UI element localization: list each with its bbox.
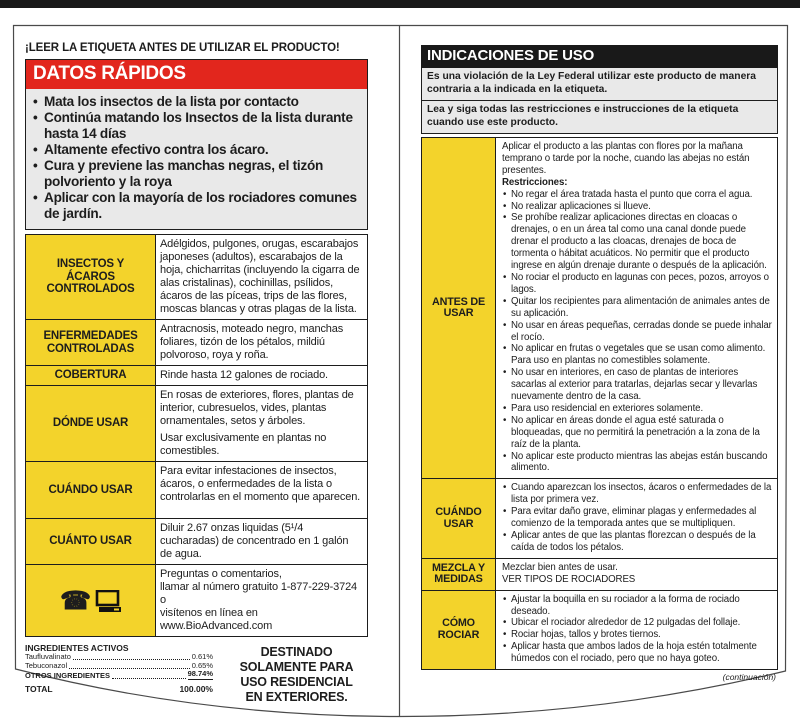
bullet-item: • Mata los insectos de la lista por contacto <box>31 94 362 110</box>
row-text <box>156 386 367 461</box>
table-row <box>26 461 367 518</box>
ingredient-value: 0.61% <box>191 652 213 661</box>
leader-dots <box>112 678 186 679</box>
continuation-note: (continuación) <box>722 672 776 683</box>
bullet-item: • No rociar el producto en lagunas con peces, pozos, arroyos o lagos. <box>502 272 773 296</box>
section-content <box>496 591 777 669</box>
row-label-when: CUÁNDO USAR <box>26 462 156 518</box>
bullet-item: • Quitar los recipientes para alimentación de animales antes de su aplicación. <box>502 296 773 320</box>
table-row <box>26 365 367 385</box>
row-label-insects: INSECTOS Y ÁCAROS CONTROLADOS <box>26 235 156 319</box>
bullet-item: • Aplicar hasta que ambos lados de la hoja estén totalmente húmedos con el rociado, pero que no haya goteo. <box>502 641 773 665</box>
contact-icons-cell <box>26 565 156 636</box>
row-text: Rinde hasta 12 galones de rociado. <box>160 369 328 381</box>
section-content <box>496 479 777 557</box>
row-text: Adélgidos, pulgones, orugas, escarabajos japoneses (adultos), escarabajos de la hoja, chicharritas (incluyendo la cigarra de alas cristalinas), cochinillas, psílidos, ácaros de las píceas, trips de las flores, moscas blancas y otras plagas de la lista. <box>160 238 360 315</box>
mixing-line: Mezclar bien antes de usar. <box>502 561 618 573</box>
bullet-item: • Ubicar el rociador alrededor de 12 pulgadas del follaje. <box>502 617 773 629</box>
ingredient-value: 98.74% <box>187 669 213 678</box>
section-label-how-spray: CÓMO ROCIAR <box>422 591 496 669</box>
quick-facts-title: DATOS RÁPIDOS <box>26 60 367 89</box>
restrictions-subhead: Restricciones: <box>502 176 568 188</box>
bullet-item: • Ajustar la boquilla en su rociador a la forma de rociado deseado. <box>502 594 773 618</box>
row-text: Antracnosis, moteado negro, manchas foliares, tizón de los pétalos, mildiú polvoroso, roya y roña. <box>160 323 344 361</box>
table-row-contact <box>26 564 367 636</box>
section-row-how-spray <box>422 590 777 669</box>
ingredient-row <box>25 662 213 671</box>
contact-text <box>156 565 367 636</box>
section-label-mixing: MEZCLA Y MEDIDAS <box>422 559 496 590</box>
row-label-diseases: ENFERMEDADES CONTROLADAS <box>26 320 156 365</box>
bullet-item: • No usar en áreas pequeñas, cerradas donde se puede inhalar el rocío. <box>502 320 773 344</box>
quick-facts-box <box>25 59 368 230</box>
before-use-intro: Aplicar el producto a las plantas con flores por la mañana temprano o tarde por la noche, cuando las abejas no están presentes. <box>502 141 750 176</box>
contact-line: Preguntas o comentarios, <box>160 568 282 580</box>
table-row <box>26 518 367 564</box>
section-row-mixing <box>422 558 777 590</box>
phone-icon: ☎ <box>60 586 91 615</box>
bullet-item: • Rociar hojas, tallos y brotes tiernos. <box>502 629 773 641</box>
directions-table <box>421 137 778 670</box>
section-label-before-use: ANTES DE USAR <box>422 138 496 478</box>
right-panel <box>421 45 778 682</box>
total-value: 100.00% <box>179 684 213 694</box>
row-label-howmuch: CUÁNTO USAR <box>26 519 156 564</box>
left-panel <box>25 42 368 705</box>
section-label-when-use: CUÁNDO USAR <box>422 479 496 557</box>
table-row <box>26 385 367 461</box>
bullet-item: • No aplicar este producto mientras las abejas están buscando alimento. <box>502 451 773 475</box>
contact-line: llamar al número gratuito 1-877-229-3724 o <box>160 581 358 606</box>
active-ingredients <box>25 643 213 705</box>
bullet-item: • Cura y previene las manchas negras, el tizón polvoriento y la roya <box>31 158 362 190</box>
when-use-bullet-list <box>502 482 773 553</box>
computer-icon <box>95 590 121 612</box>
section-row-when-use <box>422 478 777 557</box>
leader-dots <box>69 668 190 669</box>
how-spray-bullet-list <box>502 594 773 665</box>
quick-facts-table <box>25 234 368 637</box>
bullet-item: • Aplicar con la mayoría de los rociadores comunes de jardín. <box>31 190 362 222</box>
bullet-item: • Aplicar antes de que las plantas florezcan o después de la caída de todos los pétalos. <box>502 530 773 554</box>
bullet-item: • No realizar aplicaciones si llueve. <box>502 201 773 213</box>
row-text: Diluir 2.67 onzas liquidas (5¹/4 cucharadas) de concentrado en 1 galón de agua. <box>160 522 349 560</box>
ingredients-title: INGREDIENTES ACTIVOS <box>25 643 129 653</box>
bullet-item: • Continúa matando los Insectos de la lista durante hasta 14 días <box>31 110 362 142</box>
section-row-before-use <box>422 138 777 478</box>
row-label-where: DÓNDE USAR <box>26 386 156 461</box>
ingredient-row <box>25 670 213 680</box>
before-use-bullet-list <box>502 189 773 475</box>
bullet-item: • Para uso residencial en exteriores solamente. <box>502 403 773 415</box>
table-row <box>26 319 367 365</box>
bullet-item: • Se prohíbe realizar aplicaciones directas en cloacas o drenajes, o en un área tal como una canal donde puede drenar el producto a las cloacas, drenajes de boca de tormenta o hábitat acuáticos. No permitir que el producto ingrese en algún drenaje durante o después de la aplicación. <box>502 212 773 272</box>
table-row <box>26 235 367 319</box>
federal-law-notice: Es una violación de la Ley Federal utilizar este producto de manera contraria a la indicada en la etiqueta. <box>421 68 778 101</box>
ingredient-value: 0.65% <box>191 660 213 670</box>
mixing-line: VER TIPOS DE ROCIADORES <box>502 573 636 585</box>
read-label-warning: ¡LEER LA ETIQUETA ANTES DE UTILIZAR EL PRODUCTO! <box>25 42 340 54</box>
directions-title: INDICACIONES DE USO <box>421 45 778 68</box>
bullet-item: • No aplicar en frutas o vegetales que se usan como alimento. Para uso en plantas no comestibles solamente. <box>502 343 773 367</box>
row-text-paragraph: Usar exclusivamente en plantas no comestibles. <box>160 432 327 457</box>
ingredient-name: Tebuconazol <box>25 660 68 670</box>
ingredients-total <box>25 684 213 694</box>
bottom-row <box>25 643 368 705</box>
contact-line: visítenos en línea en www.BioAdvanced.com <box>160 607 273 632</box>
leader-dots <box>73 659 190 660</box>
ingredient-name: OTROS INGREDIENTES <box>25 670 111 680</box>
row-text-paragraph: En rosas de exteriores, flores, plantas de interior, cubresuelos, vides, plantas ornamentales, setos y árboles. <box>160 389 354 427</box>
section-content <box>496 559 777 590</box>
bullet-item: • No aplicar en áreas donde el agua esté saturada o bloqueadas, que no permitirá la penetración a la zona de la raíz de la planta. <box>502 415 773 451</box>
outdoor-only-notice: DESTINADO SOLAMENTE PARA USO RESIDENCIAL EN EXTERIORES. <box>239 645 354 704</box>
bullet-item: • No regar el área tratada hasta el punto que corra el agua. <box>502 189 773 201</box>
total-label: TOTAL <box>25 684 53 694</box>
bullet-item: • Cuando aparezcan los insectos, ácaros o enfermedades de la lista por primera vez. <box>502 482 773 506</box>
bullet-item: • Altamente efectivo contra los ácaro. <box>31 142 362 158</box>
section-content <box>496 138 777 478</box>
bullet-item: • Para evitar daño grave, eliminar plagas y enfermedades al comienzo de la temporada antes que se multipliquen. <box>502 506 773 530</box>
row-text: Para evitar infestaciones de insectos, ácaros, o enfermedades de la lista o controlarlas en el momento que aparecen. <box>160 465 361 503</box>
quick-facts-bullet-list <box>26 89 367 229</box>
contact-icons <box>60 586 121 615</box>
read-instructions-notice: Lea y siga todas las restricciones e instrucciones de la etiqueta cuando use este producto. <box>421 101 778 134</box>
bullet-item: • No usar en interiores, en caso de plantas de interiores sacarlas al exterior para tratarlas, dejarlas secar y llevarlas nuevamente dentro de la casa. <box>502 367 773 403</box>
ingredient-name: Taufluvalinato <box>25 652 71 661</box>
row-label-coverage: COBERTURA <box>26 366 156 385</box>
